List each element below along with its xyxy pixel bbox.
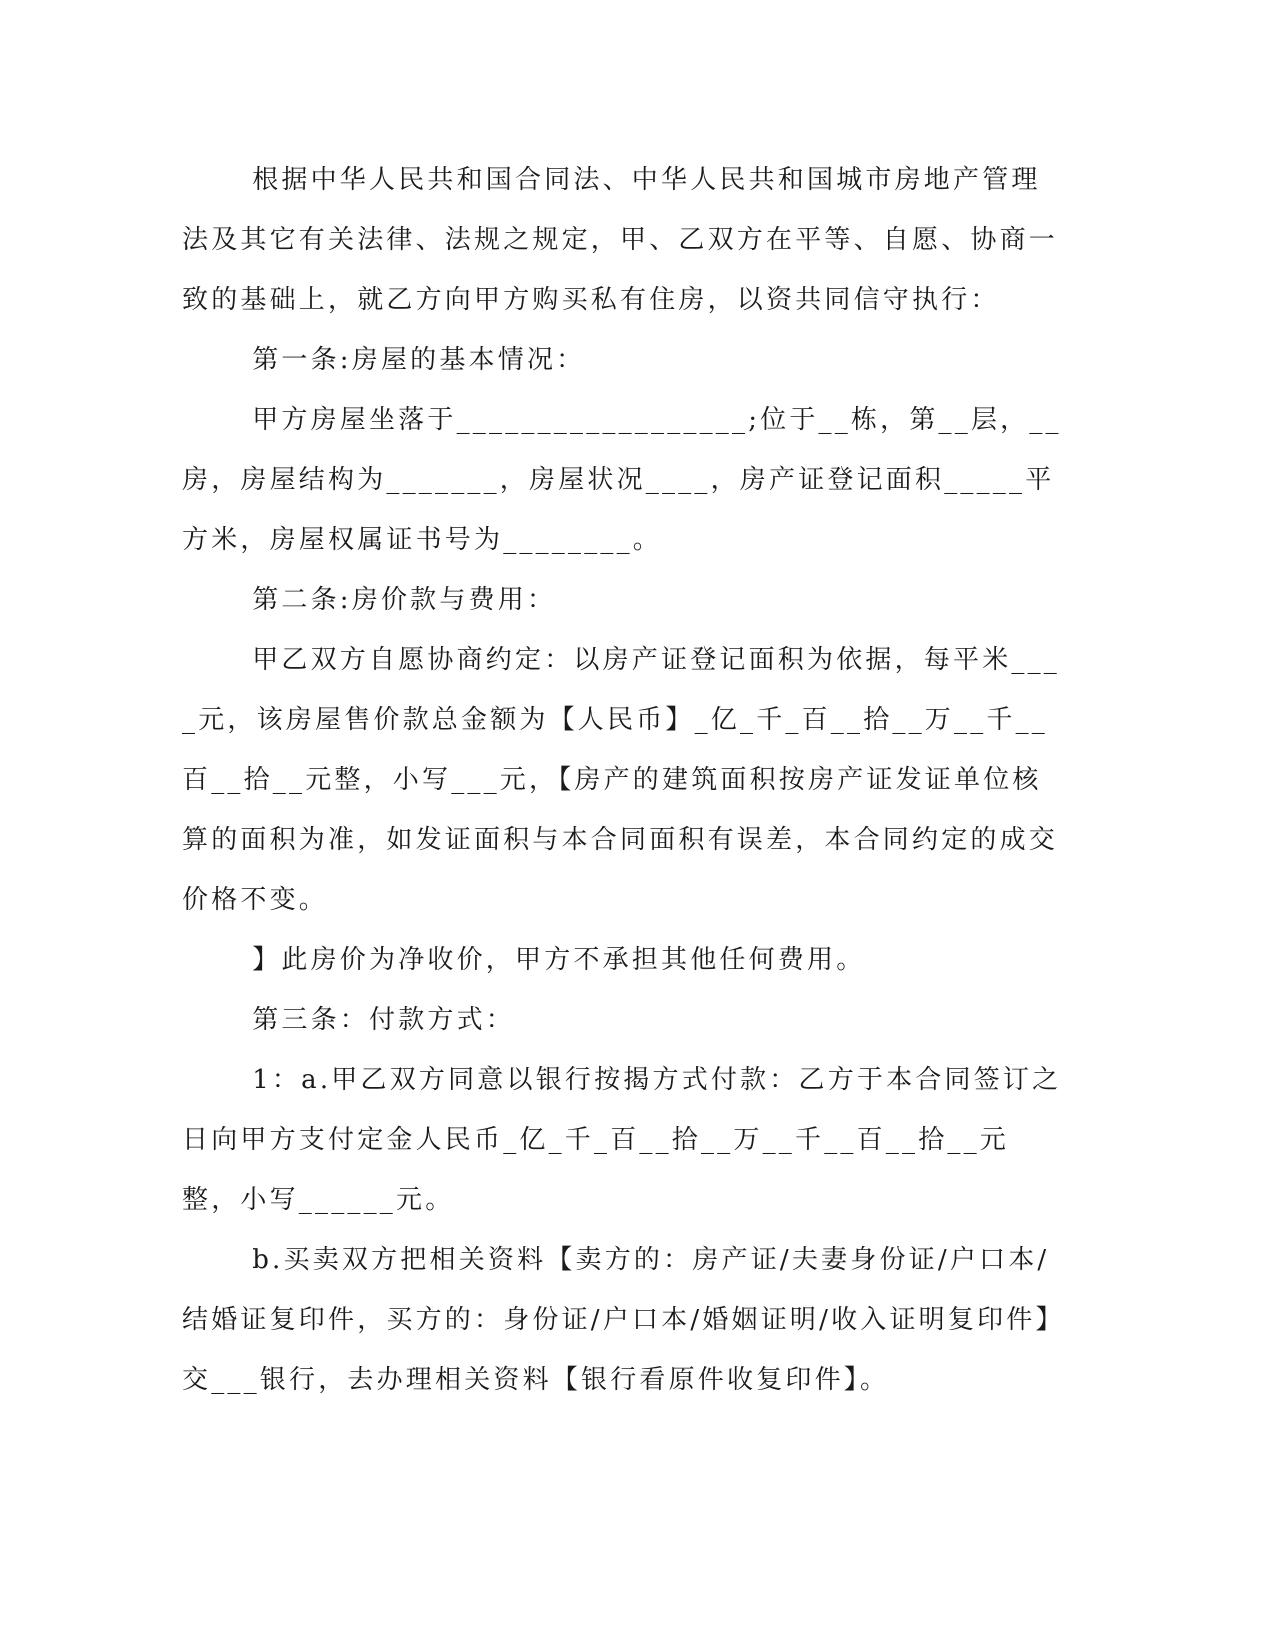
- article-2-body: 甲乙双方自愿协商约定：以房产证登记面积为依据，每平米____元，该房屋售价款总金额为【人民币】_亿_千_百__拾__万__千__百__拾__元整，小写___元，【房产的建筑面积按房产证发证单位核算的面积为准，如发证面积与本合同面积有误差，本合同约定的成交价格不变。: [182, 645, 1060, 915]
- paragraph-preamble: 根据中华人民共和国合同法、中华人民共和国城市房地产管理法及其它有关法律、法规之规定，甲、乙双方在平等、自愿、协商一致的基础上，就乙方向甲方购买私有住房，以资共同信守执行：: [182, 165, 1059, 315]
- document-body: [182, 150, 1062, 1410]
- article-3-clause-a: 1：a.甲乙双方同意以银行按揭方式付款：乙方于本合同签订之日向甲方支付定金人民币_亿_千_百__拾__万__千__百__拾__元整，小写______元。: [182, 1065, 1062, 1215]
- article-2-heading: 第二条:房价款与费用：: [252, 585, 557, 615]
- article-3-clause-b: b.买卖双方把相关资料【卖方的：房产证/夫妻身份证/户口本/结婚证复印件，买方的：身份证/户口本/婚姻证明/收入证明复印件】交___银行，去办理相关资料【银行看原件收复印件】。: [182, 1245, 1052, 1395]
- article-1-heading: 第一条:房屋的基本情况：: [252, 345, 586, 375]
- article-3-heading: 第三条：付款方式：: [252, 1005, 515, 1035]
- article-2-note: 】此房价为净收价，甲方不承担其他任何费用。: [252, 945, 866, 975]
- article-1-body: 甲方房屋坐落于__________________;位于__栋，第__层，__房，房屋结构为_______，房屋状况____，房产证登记面积_____平方米，房屋权属证书号为________。: [182, 405, 1062, 555]
